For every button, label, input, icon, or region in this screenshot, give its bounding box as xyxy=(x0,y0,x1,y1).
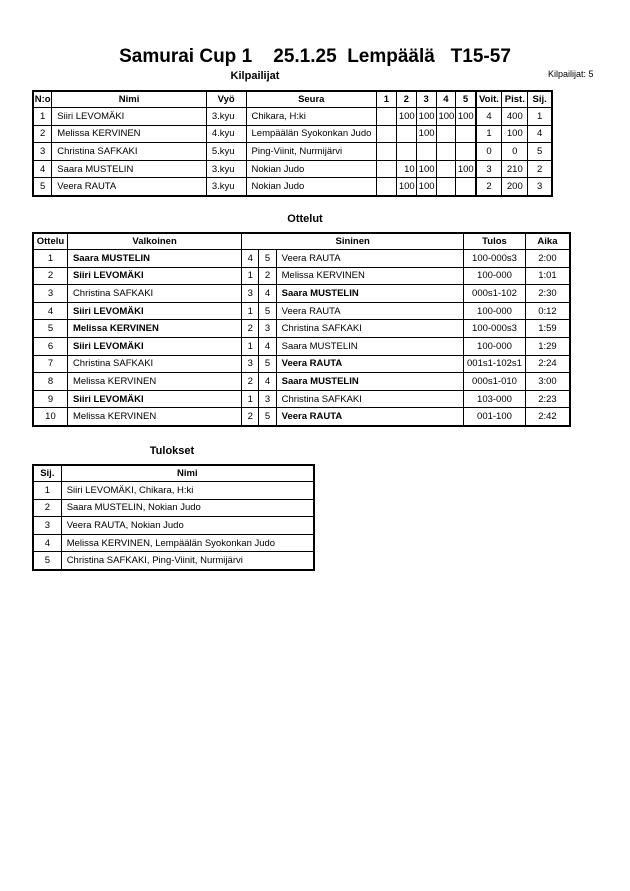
white-fighter-number: 1 xyxy=(242,302,259,320)
competitor-belt: 3.kyu xyxy=(206,178,246,196)
column-header: 4 xyxy=(436,91,456,108)
competitor-row xyxy=(33,125,552,143)
competitor-name: Veera RAUTA xyxy=(52,178,207,196)
match-time: 1:29 xyxy=(525,337,570,355)
column-header: Nimi xyxy=(52,91,207,108)
round-score: 10 xyxy=(396,160,416,178)
matches-header-row xyxy=(33,233,570,250)
match-number: 2 xyxy=(33,267,67,285)
match-row xyxy=(33,285,570,303)
white-fighter: Saara MUSTELIN xyxy=(67,250,241,268)
round-score xyxy=(456,125,476,143)
white-fighter: Siiri LEVOMÄKI xyxy=(67,337,241,355)
results-header-row xyxy=(33,465,314,482)
round-score xyxy=(436,143,456,161)
competitor-belt: 4.kyu xyxy=(206,125,246,143)
competitor-row xyxy=(33,160,552,178)
match-row xyxy=(33,390,570,408)
competitor-number: 4 xyxy=(33,160,52,178)
competitor-points: 200 xyxy=(502,178,528,196)
competitor-place: 4 xyxy=(528,125,552,143)
result-place: 5 xyxy=(33,552,61,570)
match-number: 5 xyxy=(33,320,67,338)
round-score xyxy=(377,178,397,196)
round-score: 100 xyxy=(416,108,436,126)
column-header: Valkoinen xyxy=(67,233,241,250)
column-header: 2 xyxy=(396,91,416,108)
round-score xyxy=(396,143,416,161)
competitors-section-title: Kilpailijat xyxy=(230,70,280,82)
blue-fighter-number: 3 xyxy=(259,320,276,338)
competitor-points: 210 xyxy=(502,160,528,178)
match-result: 000s1-102 xyxy=(464,285,526,303)
round-score xyxy=(377,143,397,161)
competitor-place: 3 xyxy=(528,178,552,196)
blue-fighter-number: 4 xyxy=(259,337,276,355)
result-name: Melissa KERVINEN, Lempäälän Syokonkan Judo xyxy=(61,534,314,552)
match-number: 9 xyxy=(33,390,67,408)
round-score xyxy=(416,143,436,161)
result-row xyxy=(33,534,314,552)
match-row xyxy=(33,267,570,285)
match-result: 000s1-010 xyxy=(464,373,526,391)
round-score: 100 xyxy=(396,108,416,126)
match-number: 4 xyxy=(33,302,67,320)
round-score: 100 xyxy=(396,178,416,196)
column-header: 3 xyxy=(416,91,436,108)
column-header: Pist. xyxy=(502,91,528,108)
white-fighter-number: 1 xyxy=(242,337,259,355)
competitor-wins: 0 xyxy=(476,143,502,161)
competitor-club: Lempäälän Syokonkan Judo xyxy=(246,125,377,143)
match-result: 103-000 xyxy=(464,390,526,408)
competitor-row xyxy=(33,143,552,161)
match-time: 2:24 xyxy=(525,355,570,373)
match-result: 100-000 xyxy=(464,267,526,285)
blue-fighter: Veera RAUTA xyxy=(276,302,463,320)
result-row xyxy=(33,482,314,500)
match-time: 3:00 xyxy=(525,373,570,391)
round-score xyxy=(377,125,397,143)
round-score xyxy=(377,160,397,178)
match-result: 001s1-102s1 xyxy=(464,355,526,373)
blue-fighter: Veera RAUTA xyxy=(276,250,463,268)
result-name: Siiri LEVOMÄKI, Chikara, H:ki xyxy=(61,482,314,500)
match-time: 2:23 xyxy=(525,390,570,408)
white-fighter-number: 3 xyxy=(242,355,259,373)
match-row xyxy=(33,337,570,355)
blue-fighter-number: 5 xyxy=(259,302,276,320)
result-row xyxy=(33,517,314,535)
match-time: 0:12 xyxy=(525,302,570,320)
result-place: 3 xyxy=(33,517,61,535)
blue-fighter: Christina SAFKAKI xyxy=(276,390,463,408)
round-score: 100 xyxy=(456,108,476,126)
competitor-name: Christina SAFKAKI xyxy=(52,143,207,161)
competitor-club: Chikara, H:ki xyxy=(246,108,377,126)
white-fighter: Christina SAFKAKI xyxy=(67,285,241,303)
competitors-table xyxy=(32,90,553,197)
competitor-number: 2 xyxy=(33,125,52,143)
result-place: 2 xyxy=(33,499,61,517)
competitor-number: 3 xyxy=(33,143,52,161)
match-time: 2:42 xyxy=(525,408,570,426)
white-fighter: Siiri LEVOMÄKI xyxy=(67,390,241,408)
match-row xyxy=(33,355,570,373)
result-place: 1 xyxy=(33,482,61,500)
column-header: Sininen xyxy=(242,233,464,250)
white-fighter: Siiri LEVOMÄKI xyxy=(67,302,241,320)
competitor-row xyxy=(33,108,552,126)
white-fighter-number: 2 xyxy=(242,408,259,426)
white-fighter: Siiri LEVOMÄKI xyxy=(67,267,241,285)
competitor-number: 5 xyxy=(33,178,52,196)
match-time: 2:30 xyxy=(525,285,570,303)
column-header: Vyö xyxy=(206,91,246,108)
blue-fighter-number: 3 xyxy=(259,390,276,408)
result-name: Christina SAFKAKI, Ping-Viinit, Nurmijärvi xyxy=(61,552,314,570)
competitor-row xyxy=(33,178,552,196)
blue-fighter-number: 5 xyxy=(259,250,276,268)
competitor-points: 400 xyxy=(502,108,528,126)
column-header: Sij. xyxy=(528,91,552,108)
white-fighter-number: 2 xyxy=(242,320,259,338)
match-number: 7 xyxy=(33,355,67,373)
match-time: 1:01 xyxy=(525,267,570,285)
competitors-header-row xyxy=(33,91,552,108)
blue-fighter: Melissa KERVINEN xyxy=(276,267,463,285)
white-fighter: Christina SAFKAKI xyxy=(67,355,241,373)
column-header: Nimi xyxy=(61,465,314,482)
match-number: 3 xyxy=(33,285,67,303)
match-result: 100-000 xyxy=(464,337,526,355)
round-score xyxy=(436,178,456,196)
round-score xyxy=(436,125,456,143)
results-table xyxy=(32,464,315,571)
white-fighter: Melissa KERVINEN xyxy=(67,320,241,338)
white-fighter-number: 4 xyxy=(242,250,259,268)
participants-count: Kilpailijat: 5 xyxy=(548,69,594,79)
matches-table xyxy=(32,232,571,427)
match-row xyxy=(33,250,570,268)
competitor-name: Melissa KERVINEN xyxy=(52,125,207,143)
competitor-name: Siiri LEVOMÄKI xyxy=(52,108,207,126)
competitor-belt: 5.kyu xyxy=(206,143,246,161)
round-score: 100 xyxy=(416,160,436,178)
white-fighter-number: 1 xyxy=(242,390,259,408)
competitor-club: Ping-Viinit, Nurmijärvi xyxy=(246,143,377,161)
blue-fighter-number: 4 xyxy=(259,285,276,303)
match-result: 001-100 xyxy=(464,408,526,426)
competitor-points: 0 xyxy=(502,143,528,161)
round-score: 100 xyxy=(436,108,456,126)
column-header: 1 xyxy=(377,91,397,108)
match-row xyxy=(33,302,570,320)
competitor-belt: 3.kyu xyxy=(206,108,246,126)
match-row xyxy=(33,373,570,391)
match-row xyxy=(33,320,570,338)
column-header: N:o xyxy=(33,91,52,108)
competitor-wins: 2 xyxy=(476,178,502,196)
match-number: 10 xyxy=(33,408,67,426)
results-section-title: Tulokset xyxy=(149,445,195,457)
match-time: 2:00 xyxy=(525,250,570,268)
white-fighter: Melissa KERVINEN xyxy=(67,373,241,391)
round-score: 100 xyxy=(416,178,436,196)
match-result: 100-000s3 xyxy=(464,320,526,338)
round-score: 100 xyxy=(416,125,436,143)
blue-fighter: Christina SAFKAKI xyxy=(276,320,463,338)
round-score xyxy=(436,160,456,178)
round-score xyxy=(377,108,397,126)
competitor-name: Saara MUSTELIN xyxy=(52,160,207,178)
column-header: Seura xyxy=(246,91,377,108)
round-score xyxy=(456,178,476,196)
round-score: 100 xyxy=(456,160,476,178)
column-header: Ottelu xyxy=(33,233,67,250)
column-header: Aika xyxy=(525,233,570,250)
competitor-points: 100 xyxy=(502,125,528,143)
competitor-club: Nokian Judo xyxy=(246,160,377,178)
column-header: Voit. xyxy=(476,91,502,108)
match-time: 1:59 xyxy=(525,320,570,338)
competitor-wins: 1 xyxy=(476,125,502,143)
match-number: 8 xyxy=(33,373,67,391)
competitor-wins: 4 xyxy=(476,108,502,126)
blue-fighter: Saara MUSTELIN xyxy=(276,373,463,391)
result-name: Veera RAUTA, Nokian Judo xyxy=(61,517,314,535)
match-row xyxy=(33,408,570,426)
white-fighter: Melissa KERVINEN xyxy=(67,408,241,426)
match-number: 6 xyxy=(33,337,67,355)
blue-fighter-number: 5 xyxy=(259,408,276,426)
competitor-place: 1 xyxy=(528,108,552,126)
blue-fighter-number: 2 xyxy=(259,267,276,285)
match-result: 100-000 xyxy=(464,302,526,320)
competitor-place: 2 xyxy=(528,160,552,178)
competitor-belt: 3.kyu xyxy=(206,160,246,178)
result-row xyxy=(33,552,314,570)
competitor-number: 1 xyxy=(33,108,52,126)
blue-fighter: Veera RAUTA xyxy=(276,408,463,426)
blue-fighter-number: 4 xyxy=(259,373,276,391)
competitor-wins: 3 xyxy=(476,160,502,178)
blue-fighter: Saara MUSTELIN xyxy=(276,337,463,355)
blue-fighter: Veera RAUTA xyxy=(276,355,463,373)
column-header: Sij. xyxy=(33,465,61,482)
white-fighter-number: 3 xyxy=(242,285,259,303)
match-number: 1 xyxy=(33,250,67,268)
competitor-place: 5 xyxy=(528,143,552,161)
column-header: Tulos xyxy=(464,233,526,250)
page-title: Samurai Cup 1 25.1.25 Lempäälä T15-57 xyxy=(119,46,511,67)
white-fighter-number: 1 xyxy=(242,267,259,285)
result-row xyxy=(33,499,314,517)
blue-fighter: Saara MUSTELIN xyxy=(276,285,463,303)
white-fighter-number: 2 xyxy=(242,373,259,391)
result-name: Saara MUSTELIN, Nokian Judo xyxy=(61,499,314,517)
result-place: 4 xyxy=(33,534,61,552)
round-score xyxy=(396,125,416,143)
column-header: 5 xyxy=(456,91,476,108)
matches-section-title: Ottelut xyxy=(287,213,323,225)
round-score xyxy=(456,143,476,161)
competitor-club: Nokian Judo xyxy=(246,178,377,196)
match-result: 100-000s3 xyxy=(464,250,526,268)
blue-fighter-number: 5 xyxy=(259,355,276,373)
